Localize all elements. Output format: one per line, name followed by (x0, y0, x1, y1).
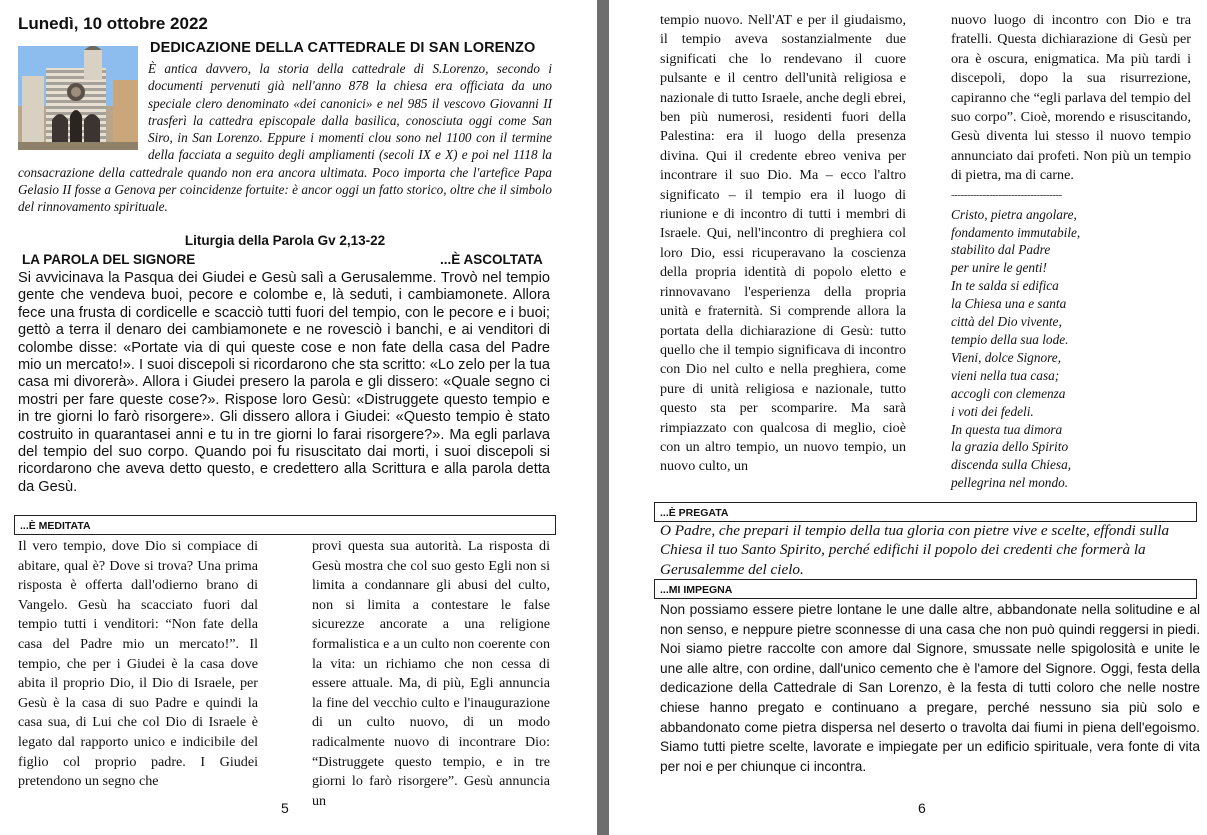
prayer-text: O Padre, che prepari il tempio della tua gloria con pietre vive e scelte, effondi sulla Chiesa il tuo Santo Spirito, perché edifichi il popolo dei credenti che formerà la Gerusalemme del cielo. (660, 522, 1170, 578)
meditated-heading: ...È MEDITATA (20, 520, 91, 532)
commitment-text: Non possiamo essere pietre lontane le une dalle altre, abbandonate nella solitudine e al non senso, e neppure pietre sconnesse di una casa che non può quindi reggersi in piedi. Noi siamo pietre raccolte con amore dal Signore, smussate nelle spigolosità e unite le une alle altre, con ordine, dall'unico cemento che è l'amore del Signore. Oggi, festa della dedicazione della Cattedrale di San Lorenzo, è la festa di tutti coloro che nelle nostre chiese hanno pregato e continuano a pregare, perché nessuno sia più solo e abbandonato come pietra dispersa nel deserto o travolta dai fiumi in piena dell'egoismo. Siamo tutti pietre scelte, lavorate e impiegate per un edificio spirituale, vera fonte di vita per noi e per chiunque ci incontra. (660, 602, 1200, 774)
hymn-line: discenda sulla Chiesa, (951, 457, 1072, 473)
meditation-column-4-text: nuovo luogo di incontro con Dio e tra fratelli. Questa dichiarazione di Gesù per ora è oscura, enigmatica. Ma più tardi i discepoli, dopo la sua risurrezione, capiranno che “egli parlava del tempio del suo corpo”. Cioè, morendo e risuscitando, Gesù diventa lui stesso il nuovo tempio annunciato dai profeti. Non più un tempio di pietra, ma di carne. (951, 12, 1191, 184)
divider-line: ----------------------------------- (951, 188, 1062, 201)
commits-heading: ...MI IMPEGNA (660, 584, 733, 596)
meditation-column-1: Il vero tempio, dove Dio si compiace di abitare, qual è? Dove si trova? Una prima risposta è offerta dall'odierno brano di Vangelo. Gesù ha scacciato fuori dal tempio tutti i venditori: “Non fate della casa del Padre mio un mercato!”. Il tempio, che per i Giudei è la casa dove abita il proprio Dio, il Dio di Israele, per Gesù è la casa di suo Padre e quindi la casa sua, di Lui che col Dio di Israele è legato dal rapporto unico e indicibile del figlio col proprio padre. I Giudei pretendono un segno che (18, 538, 258, 790)
intro-paragraph (18, 60, 552, 216)
hymn-line: per unire le genti! (951, 260, 1047, 276)
prayed-heading: ...È PREGATA (660, 507, 729, 519)
commits-heading-box (654, 579, 1197, 599)
meditation-column-2: provi questa sua autorità. La risposta di Gesù mostra che col suo gesto Egli non si limita a condannare gli abusi del culto, non si limita a contestare le false sicurezze ancorate a una religione formalistica e a un culto non coerente con la vita: un richiamo che non cessa di essere attuale. Ma, di più, Egli annuncia la fine del vecchio culto e l'inaugurazione di un culto nuovo, di un modo radicalmente nuovo di incontrare Dio: “Distruggete questo tempio, e in tre giorni lo farò risorgere”. Gesù annuncia un (312, 538, 550, 809)
hymn-line: stabilito dal Padre (951, 242, 1051, 258)
hymn-line: vieni nella tua casa; (951, 367, 1060, 383)
photo-spacer (18, 60, 148, 160)
page-number: 6 (918, 800, 926, 816)
gospel-text: Si avvicinava la Pasqua dei Giudei e Gesù salì a Gerusalemme. Trovò nel tempio gente che vendeva buoi, pecore e colombe e, là seduti, i cambiamonete. Allora fece una frusta di cordicelle e scacciò tutti fuori del tempio, con le pecore e i buoi; gettò a terra il denaro dei cambiamonete e ne rovesciò i banchi, e ai venditori di colombe disse: «Portate via di qui queste cose e non fate della casa del Padre mio un mercato!». I suoi discepoli si ricordarono che sta scritto: «Lo zelo per la tua casa mi divorerà». Allora i Giudei presero la parola e gli dissero: «Quale segno ci mostri per fare queste cose?». Rispose loro Gesù: «Distruggete questo tempio e in tre giorni lo farò risorgere». Gli dissero allora i Giudei: «Questo tempio è stato costruito in quarantasei anni e tu in tre giorni lo farai risorgere?». Ma egli parlava del tempio del suo corpo. Quando poi fu risuscitato dai morti, i suoi discepoli si ricordarono che aveva detto questo, e credettero alla Scrittura e alla parola detta da Gesù. (18, 270, 550, 495)
page-gutter (597, 0, 609, 835)
hymn-line: In questa tua dimora (951, 421, 1063, 437)
liturgy-heading: Liturgia della Parola Gv 2,13-22 (184, 233, 386, 248)
feast-title: DEDICAZIONE DELLA CATTEDRALE DI SAN LORENZO (150, 40, 536, 56)
right-page (609, 0, 1207, 835)
prayed-heading-box (654, 502, 1197, 522)
hymn-line: pellegrina nel mondo. (951, 475, 1069, 491)
hymn-line: i voti dei fedeli. (951, 403, 1034, 419)
hymn-line: città del Dio vivente, (951, 314, 1062, 330)
hymn-line: la grazia dello Spirito (951, 439, 1069, 455)
page-number: 5 (281, 800, 289, 816)
listened-heading: ...È ASCOLTATA (440, 252, 543, 267)
hymn-line: la Chiesa una e santa (951, 296, 1067, 312)
intro-text: È antica davvero, la storia della cattedrale di S.Lorenzo, secondo i documenti pervenuti già nell'anno 878 la chiesa era officiata da uno speciale clero denominato «dei canonici» e nel 985 il vescovo Giovanni II trasferì la cattedra episcopale dalla basilica, conosciuta oggi come San Siro, in San Lorenzo. Eppure i momenti clou sono nel 1100 con il termine della facciata a seguito degli ampliamenti (secoli IX e X) e poi nel 1118 la consacrazione della cattedrale quando non era ancora ultimata. Poco importa che l'artefice Papa Gelasio II fosse a Genova per coincidenze fortuite: è ancor oggi un fatto storico, oltre che il simbolo del rinnovamento spirituale. (18, 61, 552, 215)
date-heading: Lunedì, 10 ottobre 2022 (18, 14, 208, 33)
hymn (951, 206, 1191, 493)
hymn-line: Cristo, pietra angolare, (951, 206, 1077, 222)
meditated-heading-box (14, 515, 556, 535)
hymn-line: Vieni, dolce Signore, (951, 349, 1062, 365)
left-page (0, 0, 597, 835)
hymn-line: accogli con clemenza (951, 385, 1066, 401)
hymn-line: fondamento immutabile, (951, 224, 1081, 240)
hymn-line: tempio della sua lode. (951, 332, 1069, 347)
word-heading: LA PAROLA DEL SIGNORE (22, 252, 196, 267)
meditation-column-3: tempio nuovo. Nell'AT e per il giudaismo, il tempio aveva sostanzialmente due significati che lo rendevano il cuore pulsante e il centro dell'unità religiosa e nazionale di tutto Israele, anche degli ebrei, ben più numerosi, residenti fuori della Palestina: era il luogo della presenza divina. Qui il credente ebreo veniva per incontrare il suo Dio. Ma – ecco l'altro significato – il tempio era il luogo di riunione e di incontro di tutti i membri di Israele. Qui, nell'incontro di preghiera col loro Dio, essi ricuperavano la coscienza della propria identità di popolo eletto e rinnovavano l'esperienza della propria unità e fraternità. Si comprende allora la portata della dichiarazione di Gesù: tutto quello che il tempio significava di incontro con Dio nel culto e nella preghiera, come pure di unità religiosa e nazionale, tutto questo sta per scomparire. Ma sarà rimpiazzato con qualcosa di meglio, cioè con un altro tempio, un nuovo tempio, un nuovo culto, un (660, 12, 906, 475)
hymn-line: In te salda si edifica (951, 278, 1059, 294)
meditation-column-4 (951, 11, 1191, 492)
